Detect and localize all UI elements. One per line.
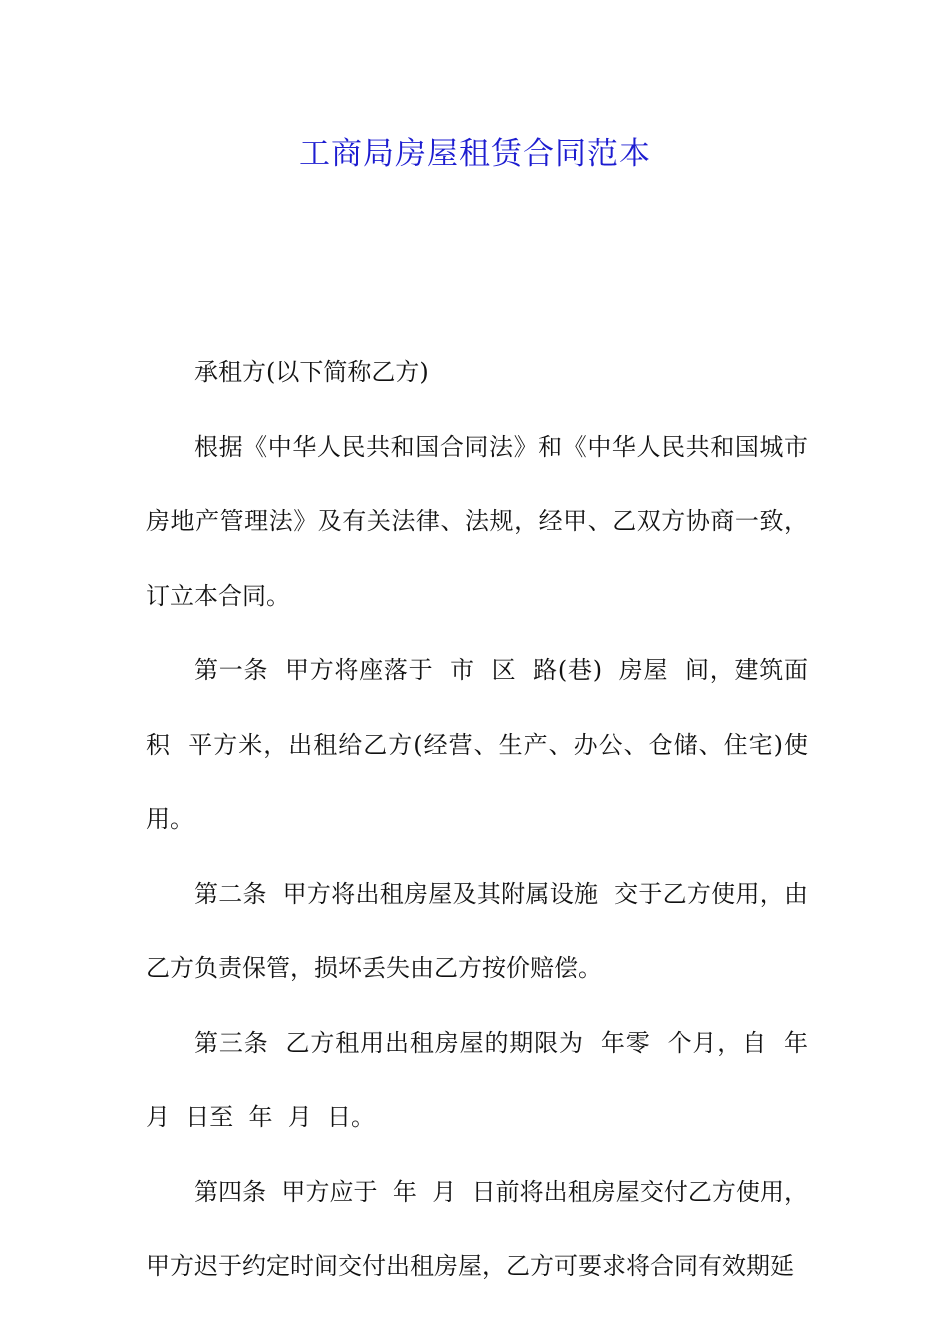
paragraph-article-1: 第一条 甲方将座落于 市 区 路(巷) 房屋 间，建筑面积 平方米，出租给乙方(经营、生产、办公、仓储、住宅)使用。	[146, 656, 808, 833]
document-body	[146, 335, 824, 1304]
paragraph-article-4: 第四条 甲方应于 年 月 日前将出租房屋交付乙方使用，甲方迟于约定时间交付出租房屋，乙方可要求将合同有效期延	[146, 1177, 808, 1280]
paragraph-article-3: 第三条 乙方租用出租房屋的期限为 年零 个月，自 年 月 日至 年 月 日。	[146, 1028, 824, 1131]
document-title: 工商局房屋租赁合同范本	[299, 136, 651, 172]
paragraph-lessee: 承租方(以下简称乙方)	[194, 358, 429, 386]
paragraph-article-2: 第二条 甲方将出租房屋及其附属设施 交于乙方使用，由乙方负责保管，损坏丢失由乙方按价赔偿。	[146, 879, 808, 982]
paragraph-preamble: 根据《中华人民共和国合同法》和《中华人民共和国城市房地产管理法》及有关法律、法规，经甲、乙双方协商一致，订立本合同。	[146, 432, 808, 610]
